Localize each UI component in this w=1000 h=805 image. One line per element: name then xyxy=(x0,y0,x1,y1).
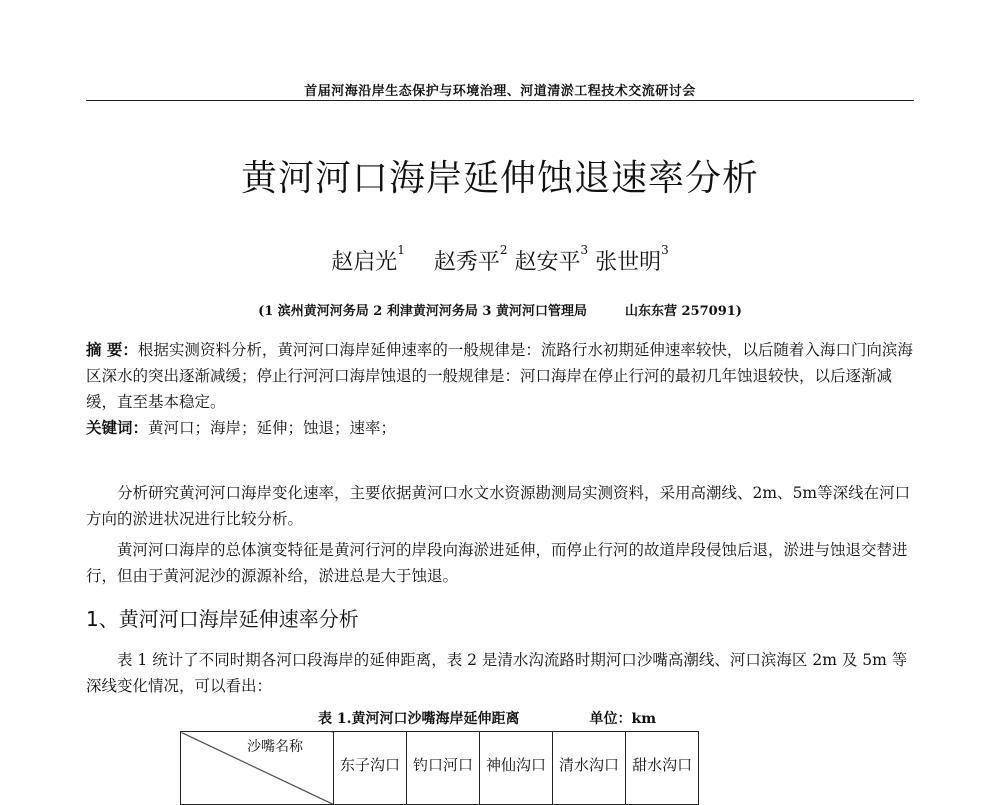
table-corner-cell xyxy=(181,732,334,805)
author-3: 赵安平$^3$ xyxy=(514,243,589,275)
body-paragraph-3: 表 1 统计了不同时期各河口段海岸的延伸距离，表 2 是清水沟流路时期河口沙嘴高潮线、河口滨海区 2m 及 5m 等深线变化情况，可以看出： xyxy=(86,651,908,695)
author-1: 赵启光$^1$ xyxy=(331,243,405,275)
header-rule xyxy=(86,100,914,101)
table-1 xyxy=(180,731,699,805)
author-list xyxy=(0,245,1000,276)
body-paragraph-1: 分析研究黄河河口海岸变化速率，主要依据黄河口水文水资源勘测局实测资料，采用高潮线、2m、5m等深线在河口方向的淤进状况进行比较分析。 xyxy=(86,484,911,528)
table-caption-title: 表 1.黄河河口沙嘴海岸延伸距离 xyxy=(318,711,520,727)
affiliation xyxy=(0,300,1000,319)
table-header-cell: 钓口河口 xyxy=(407,732,480,805)
table-header-cell: 甜水沟口 xyxy=(626,732,699,805)
conference-header: 首届河海沿岸生态保护与环境治理、河道清淤工程技术交流研讨会 xyxy=(304,84,696,99)
abstract-label: 摘 要： xyxy=(86,341,138,359)
affiliation-location: 山东东营 257091) xyxy=(624,304,742,319)
table-header-row xyxy=(181,732,699,805)
abstract xyxy=(86,337,914,415)
body-paragraph-2: 黄河河口海岸的总体演变特征是黄河行河的岸段向海淤进延伸，而停止行河的故道岸段侵蚀后退，淤进与蚀退交替进行，但由于黄河泥沙的源源补给，淤进总是大于蚀退。 xyxy=(86,541,908,585)
author-2: 赵秀平$^2$ xyxy=(433,243,508,275)
author-4: 张世明$^3$ xyxy=(595,243,669,275)
table-caption xyxy=(318,708,656,728)
section-heading-1: 1、黄河河口海岸延伸速率分析 xyxy=(86,607,359,631)
keywords-label: 关键词： xyxy=(86,419,149,437)
keywords xyxy=(86,415,914,441)
abstract-text: 根据实测资料分析，黄河河口海岸延伸速率的一般规律是：流路行水初期延伸速率较快，以后随着入海口门向滨海区深水的突出逐渐减缓；停止行河河口海岸蚀退的一般规律是：河口海岸在停止行河的最初几年蚀退较快，以后逐渐减缓，直至基本稳定。 xyxy=(86,341,913,411)
table-header-cell: 神仙沟口 xyxy=(480,732,553,805)
table-header-cell: 清水沟口 xyxy=(553,732,626,805)
keywords-text: 黄河口；海岸；延伸；蚀退；速率； xyxy=(148,419,397,437)
table-unit: 单位：km xyxy=(589,711,657,727)
corner-label: 沙嘴名称 xyxy=(247,739,303,755)
table-header-cell: 东子沟口 xyxy=(334,732,407,805)
affiliation-text: (1 滨州黄河河务局 2 利津黄河河务局 3 黄河河口管理局 xyxy=(258,304,587,319)
paper-title: 黄河河口海岸延伸蚀退速率分析 xyxy=(240,158,759,199)
